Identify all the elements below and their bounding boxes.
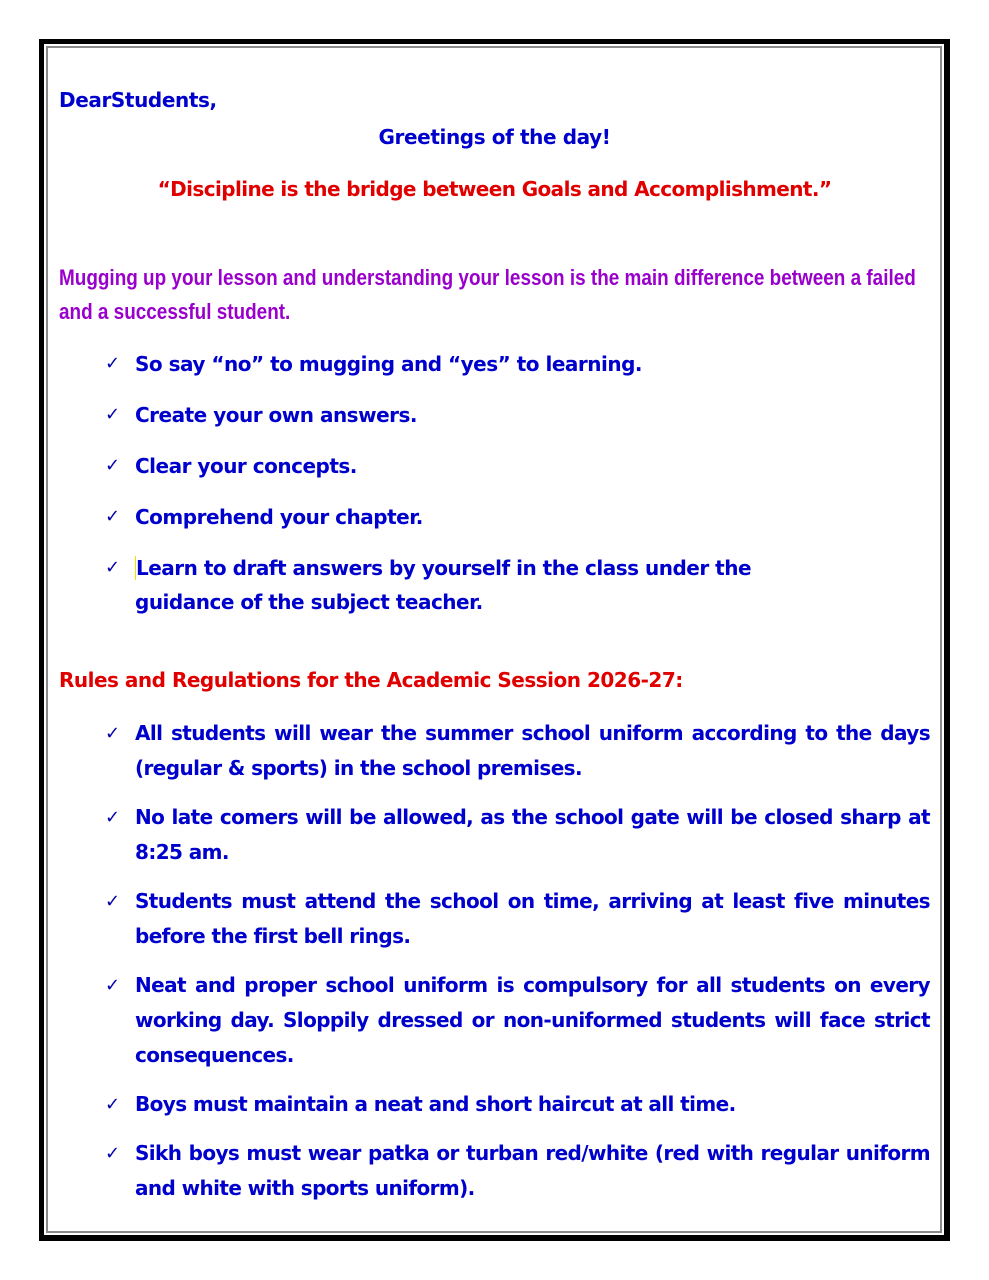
tip-text: Create your own answers. xyxy=(135,403,417,427)
list-item xyxy=(105,347,825,381)
list-item xyxy=(105,551,825,619)
check-mark-icon: ✓ xyxy=(105,1094,120,1115)
rules-heading: Rules and Regulations for the Academic Session 2026-27: xyxy=(59,668,683,692)
rule-text: All students will wear the summer school uniform according to the days (regular & sports) in the school premises. xyxy=(135,721,930,780)
check-mark-icon: ✓ xyxy=(105,404,120,425)
check-mark-icon: ✓ xyxy=(105,455,120,476)
list-item xyxy=(105,884,930,954)
check-mark-icon: ✓ xyxy=(105,891,120,912)
check-mark-icon: ✓ xyxy=(105,807,120,828)
quote: “Discipline is the bridge between Goals and Accomplishment.” xyxy=(157,177,832,201)
list-item xyxy=(105,1087,930,1122)
check-mark-icon: ✓ xyxy=(105,975,120,996)
list-item xyxy=(105,968,930,1073)
check-mark-icon: ✓ xyxy=(105,506,120,527)
rule-text: Neat and proper school uniform is compulsory for all students on every working day. Sloppily dressed or non-uniformed students will face strict consequences. xyxy=(135,973,930,1067)
rule-text: Students must attend the school on time, arriving at least five minutes before the first bell rings. xyxy=(135,889,930,948)
rule-text: Sikh boys must wear patka or turban red/white (red with regular uniform and white with sports uniform). xyxy=(135,1141,930,1200)
rules-list xyxy=(105,716,930,1220)
tip-text: Clear your concepts. xyxy=(135,454,357,478)
list-item xyxy=(105,1136,930,1206)
check-mark-icon: ✓ xyxy=(105,557,120,578)
check-mark-icon: ✓ xyxy=(105,353,120,374)
rule-text: Boys must maintain a neat and short haircut at all time. xyxy=(135,1092,736,1116)
tip-text: So say “no” to mugging and “yes” to learning. xyxy=(135,352,643,376)
greeting: Greetings of the day! xyxy=(378,125,611,149)
check-mark-icon: ✓ xyxy=(105,1143,120,1164)
tips-list xyxy=(105,347,825,636)
list-item xyxy=(105,500,825,534)
salutation: DearStudents, xyxy=(59,88,217,112)
check-mark-icon: ✓ xyxy=(105,723,120,744)
list-item xyxy=(105,449,825,483)
rule-text: No late comers will be allowed, as the school gate will be closed sharp at 8:25 am. xyxy=(135,805,930,864)
list-item xyxy=(105,398,825,432)
list-item xyxy=(105,800,930,870)
list-item xyxy=(105,716,930,786)
tip-text: Comprehend your chapter. xyxy=(135,505,423,529)
intro-paragraph: Mugging up your lesson and understanding your lesson is the main difference between a failed and a successful student. xyxy=(59,265,916,324)
tip-text: Learn to draft answers by yourself in the class under the guidance of the subject teacher. xyxy=(135,556,752,614)
